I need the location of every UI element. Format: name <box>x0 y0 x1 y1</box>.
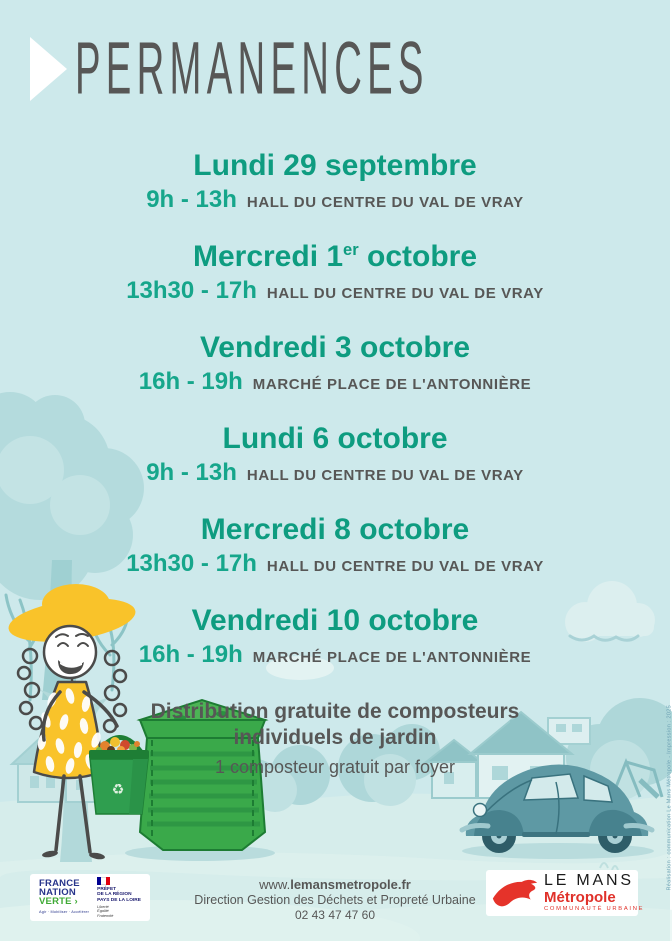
event-time: 16h - 19h <box>138 641 243 668</box>
event-location: MARCHÉ PLACE DE L'ANTONNIÈRE <box>252 376 532 393</box>
events-list <box>0 142 670 778</box>
swallow-icon <box>491 874 539 912</box>
distribution-title-line2: individuels de jardin <box>233 726 437 749</box>
event-item <box>0 324 670 400</box>
event-location: HALL DU CENTRE DU VAL DE VRAY <box>246 467 524 484</box>
lemans-name: LE MANS <box>544 872 634 890</box>
prefet-logo: PRÉFET DE LA RÉGION PAYS DE LA LOIRE Liberté Égalité Fraternité <box>97 877 141 918</box>
print-credits: Réalisation : communication Le Mans Métropole - Impression : 2025 <box>666 705 672 891</box>
page-title: PERMANENCES <box>75 26 429 110</box>
distribution-info <box>0 699 670 778</box>
lemans-tagline: COMMUNAUTÉ URBAINE <box>544 906 645 913</box>
title-row <box>30 26 611 110</box>
event-item <box>0 233 670 309</box>
event-time: 13h30 - 17h <box>126 550 257 577</box>
event-location: MARCHÉ PLACE DE L'ANTONNIÈRE <box>252 649 532 666</box>
event-date: Mercredi 1er octobre <box>192 240 478 273</box>
chevron-right-icon: › <box>74 895 78 907</box>
event-time: 9h - 13h <box>146 186 237 213</box>
fnv-tagline: Agir · Mobiliser · Accélérer <box>39 909 90 914</box>
event-date: Mercredi 8 octobre <box>200 513 470 546</box>
event-date: Vendredi 3 octobre <box>199 331 471 364</box>
event-date: Lundi 29 septembre <box>193 149 477 182</box>
lemans-metropole: Métropole <box>544 889 616 907</box>
event-date: Lundi 6 octobre <box>222 422 448 455</box>
event-item <box>0 142 670 218</box>
event-item <box>0 506 670 582</box>
event-time: 9h - 13h <box>146 459 237 486</box>
france-nation-verte-logo: FRANCE NATION VERTE › Agir · Mobiliser · Accélérer <box>39 879 89 917</box>
event-time: 16h - 19h <box>138 368 243 395</box>
event-date: Vendredi 10 octobre <box>191 604 479 637</box>
distribution-note: 1 composteur gratuit par foyer <box>214 757 456 777</box>
direction-line: Direction Gestion des Déchets et Propreté Urbaine <box>194 893 476 907</box>
event-location: HALL DU CENTRE DU VAL DE VRAY <box>266 285 544 302</box>
website-url: www.lemansmetropole.fr <box>259 877 411 892</box>
svg-text:♻: ♻ <box>111 782 125 798</box>
arrow-right-icon <box>30 37 67 101</box>
distribution-title-line1: Distribution gratuite de composteurs <box>150 700 520 723</box>
event-location: HALL DU CENTRE DU VAL DE VRAY <box>246 194 524 211</box>
phone-number: 02 43 47 47 60 <box>294 908 376 922</box>
event-item <box>0 597 670 673</box>
event-location: HALL DU CENTRE DU VAL DE VRAY <box>266 558 544 575</box>
event-item <box>0 415 670 491</box>
lemans-metropole-logo <box>486 870 645 916</box>
event-time: 13h30 - 17h <box>126 277 257 304</box>
